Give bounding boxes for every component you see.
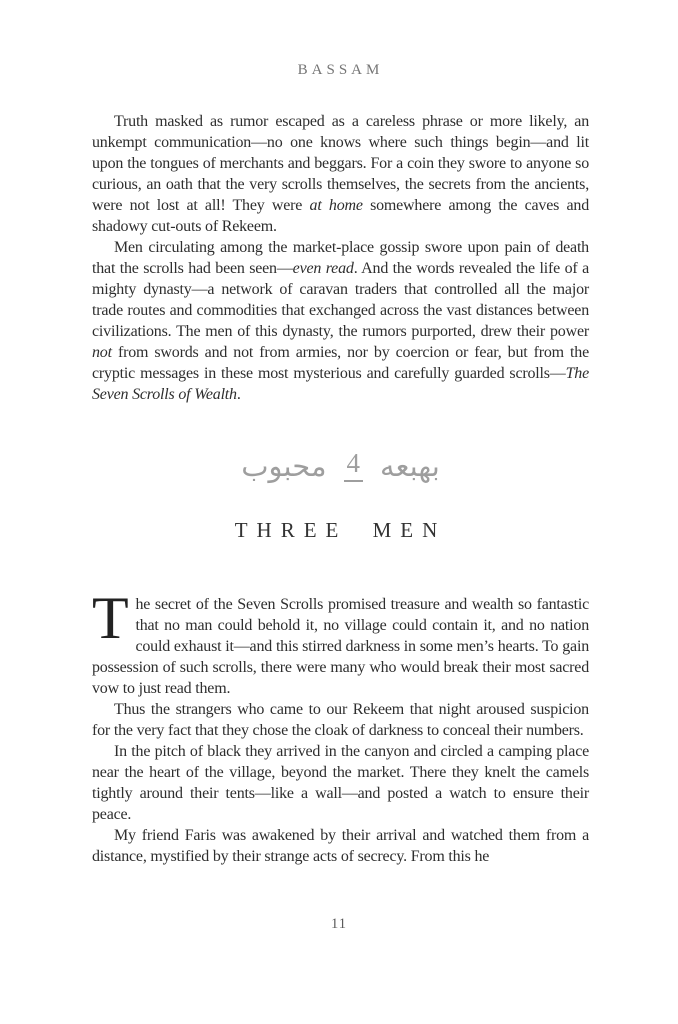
chapter-number: 4	[344, 450, 364, 482]
italic-text-run: not	[92, 344, 112, 361]
text-run: Men circulating among the market-place gossip swore upon pain of death that the scrolls had been seen—	[92, 239, 589, 277]
text-run: . And the words revealed the life of a mighty dynasty—a network of caravan traders that controlled all the major trade routes and commodities that exchanged across the vast distances between civilizations. The men of this dynasty, the rumors purported, drew their power	[92, 260, 589, 340]
paragraph	[92, 111, 589, 237]
intro-section	[92, 111, 589, 405]
running-header: BASSAM	[297, 62, 384, 78]
text-run: he secret of the Seven Scrolls promised treasure and wealth so fantastic that no man could behold it, no village could contain it, and no nation could exhaust it—and this stirred darkness in some men’s hearts. To gain possession of such scrolls, there were many who would break their most sacred vow to just read them.	[92, 596, 589, 697]
ornament-calligraphy-left: محبوب	[241, 448, 327, 483]
text-run: .	[236, 386, 241, 403]
paragraph	[92, 825, 589, 867]
dropcap-letter: T	[92, 585, 129, 651]
italic-text-run: even read	[292, 260, 354, 277]
text-run: My friend Faris was awakened by their arrival and watched them from a distance, mystified by their strange acts of secrecy. From this he	[92, 827, 589, 865]
chapter-ornament	[92, 441, 589, 491]
text-run: Thus the strangers who came to our Rekeem that night aroused suspicion for the very fact that they chose the cloak of darkness to conceal their numbers.	[92, 701, 589, 739]
paragraph	[92, 699, 589, 741]
text-run: Truth masked as rumor escaped as a careless phrase or more likely, an unkempt communication—no one knows where such things begin—and lit upon the tongues of merchants and beggars. For a coin they swore to anyone so curious, an oath that the very scrolls themselves, the secrets from the ancients, were not lost at all! They were	[92, 113, 589, 214]
chapter-title: THREE MEN	[234, 518, 447, 542]
italic-text-run: The Seven Scrolls of Wealth	[92, 365, 589, 403]
text-run: from swords and not from armies, nor by coercion or fear, but from the cryptic messages in these most mysterious and carefully guarded scrolls—	[92, 344, 589, 382]
text-run: In the pitch of black they arrived in the canyon and circled a camping place near the heart of the village, beyond the market. There they knelt the camels tightly around their tents—like a wall—and posted a watch to ensure their peace.	[92, 743, 589, 823]
paragraph	[92, 237, 589, 405]
italic-text-run: at home	[309, 197, 363, 214]
chapter-body-section	[92, 585, 589, 867]
ornament-calligraphy-right: بهبعه	[380, 448, 440, 483]
paragraph	[92, 585, 589, 699]
page-number: 11	[331, 916, 347, 932]
text-run: somewhere among the caves and shadowy cut-outs of Rekeem.	[92, 197, 589, 235]
paragraph	[92, 741, 589, 825]
